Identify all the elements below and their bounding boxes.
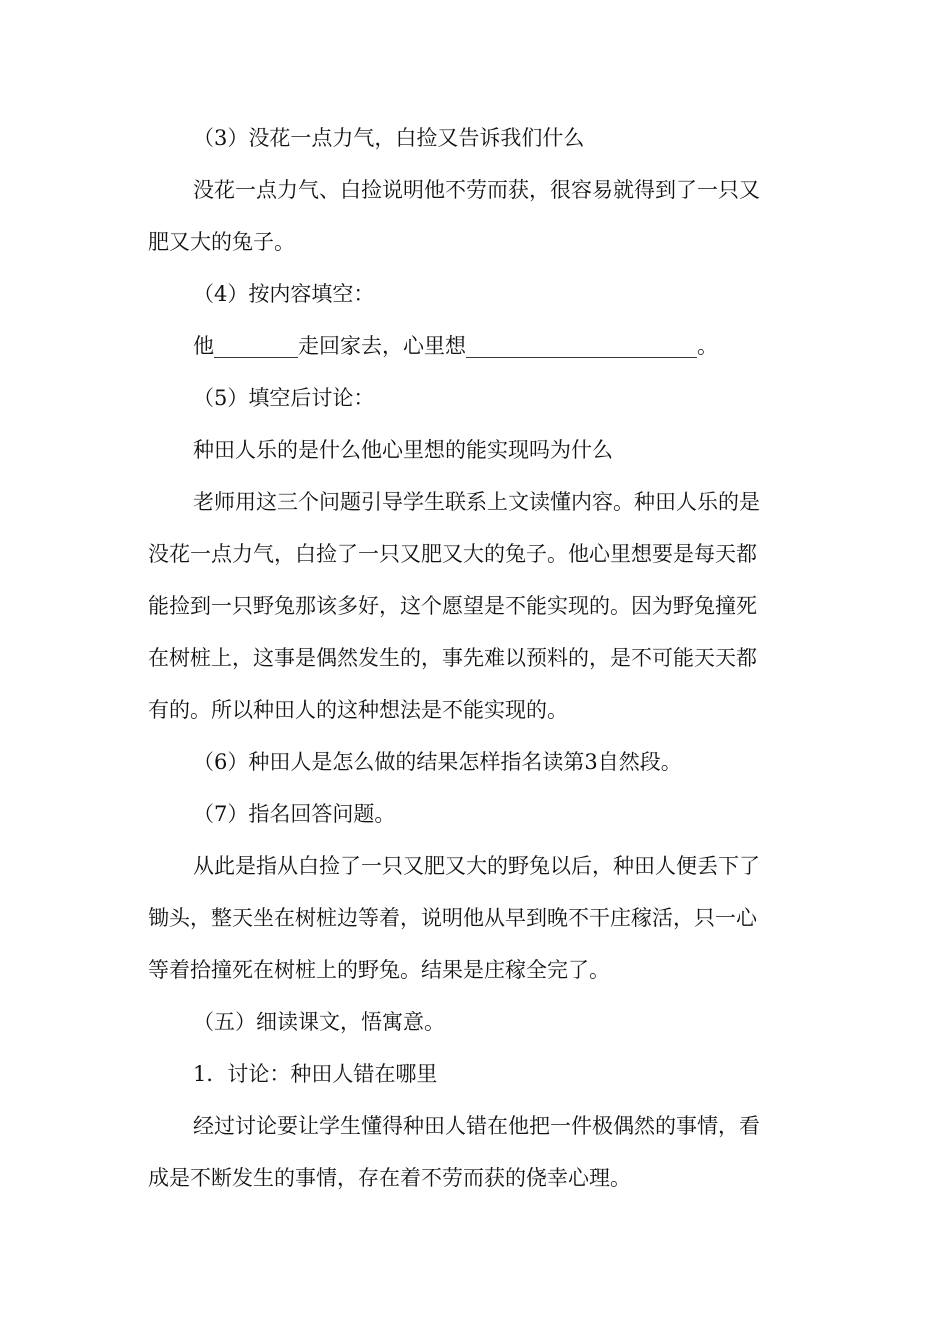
answer-7-line-3: 等着拾撞死在树桩上的野兔。结果是庄稼全完了。	[148, 958, 610, 982]
teacher-guidance-line-4: 在树桩上，这事是偶然发生的，事先难以预料的，是不可能天天都	[148, 646, 757, 670]
teacher-guidance-line-2: 没花一点力气，白捡了一只又肥又大的兔子。他心里想要是每天都	[148, 542, 757, 566]
conclusion-line-2: 成是不断发生的事情，存在着不劳而获的侥幸心理。	[148, 1166, 631, 1190]
teacher-guidance-line-3: 能捡到一只野兔那该多好，这个愿望是不能实现的。因为野兔撞死	[148, 594, 757, 618]
question-7: （7）指名回答问题。	[193, 802, 396, 826]
discussion-questions: 种田人乐的是什么他心里想的能实现吗为什么	[193, 438, 613, 462]
answer-3-line-2: 肥又大的兔子。	[148, 230, 295, 254]
answer-7-line-1: 从此是指从白捡了一只又肥又大的野兔以后，种田人便丢下了	[193, 854, 760, 878]
discussion-1: 1．讨论：种田人错在哪里	[193, 1062, 438, 1086]
section-5-heading: （五）细读课文，悟寓意。	[193, 1010, 445, 1034]
question-4: （4）按内容填空：	[193, 282, 375, 306]
teacher-guidance-line-5: 有的。所以种田人的这种想法是不能实现的。	[148, 698, 568, 722]
question-6: （6）种田人是怎么做的结果怎样指名读第3自然段。	[193, 750, 682, 774]
teacher-guidance-line-1: 老师用这三个问题引导学生联系上文读懂内容。种田人乐的是	[193, 490, 760, 514]
question-5: （5）填空后讨论：	[193, 386, 375, 410]
conclusion-line-1: 经过讨论要让学生懂得种田人错在他把一件极偶然的事情，看	[193, 1114, 760, 1138]
question-3: （3）没花一点力气，白捡又告诉我们什么	[193, 126, 585, 150]
answer-3-line-1: 没花一点力气、白捡说明他不劳而获，很容易就得到了一只又	[193, 178, 760, 202]
answer-7-line-2: 锄头，整天坐在树桩边等着，说明他从早到晚不干庄稼活，只一心	[148, 906, 757, 930]
fill-in-blank: 他________走回家去，心里想______________________。	[193, 334, 718, 358]
